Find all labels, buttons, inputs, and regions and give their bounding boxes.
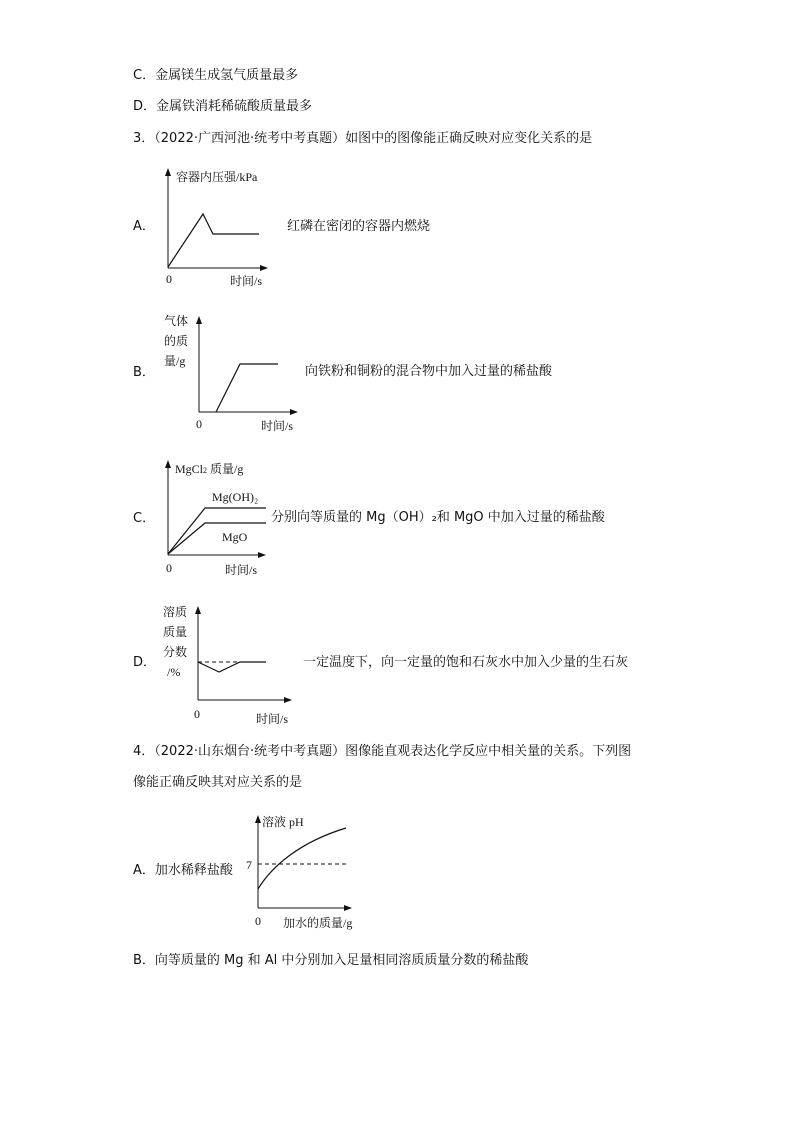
q3-graph-d-ylabel-4: /% (167, 665, 181, 679)
graph-q4a-y-arrow (255, 815, 261, 823)
q3-option-a-letter: A． (133, 219, 155, 234)
q3-graph-c-xlabel: 时间/s (225, 563, 258, 577)
graph-q4a-x-arrow (344, 905, 352, 911)
q4-stem-line-2: 像能正确反映其对应关系的是 (133, 775, 303, 790)
ylabel-main: MgCl (175, 462, 204, 476)
q3-graph-b-ylabel-2: 的质 (164, 334, 189, 348)
q4-option-a-label: A．加水稀释盐酸 (133, 863, 233, 878)
q3-graph-b-xlabel: 时间/s (261, 419, 294, 433)
q3-graph-b-ylabel-3: 量/g (164, 354, 186, 368)
q3-graph-d-xlabel: 时间/s (256, 712, 289, 726)
q3-graph-b-ylabel-1: 气体 (164, 314, 189, 328)
q4-stem-line-1: 4．（2022·山东烟台·统考中考真题）图像能直观表达化学反应中相关量的关系。下列图 (133, 744, 632, 759)
q3-graph-c-origin: 0 (166, 561, 172, 575)
q3-graph-d-ylabel-1: 溶质 (163, 605, 188, 619)
q3-graph-d-ylabel-3: 分数 (163, 645, 188, 659)
q3-option-d-desc: 一定温度下，向一定量的饱和石灰水中加入少量的生石灰 (303, 655, 629, 670)
q3-stem: 3．（2022·广西河池·统考中考真题）如图中的图像能正确反映对应变化关系的是 (133, 131, 593, 146)
q3-option-b-letter: B． (133, 365, 155, 380)
q3-graph-b-origin: 0 (196, 417, 202, 431)
q3-graph-a-xlabel: 时间/s (230, 274, 263, 288)
q2-option-c: C．金属镁生成氢气质量最多 (133, 68, 299, 83)
q4-graph-a-ylabel: 溶液 pH (262, 815, 304, 829)
q3-graph-d-origin: 0 (194, 707, 200, 721)
ylabel-subscript: 2 (203, 466, 208, 475)
graph-q4a-ph-curve (258, 828, 346, 889)
q3-option-c-desc: 分别向等质量的 Mg（OH）₂和 MgO 中加入过量的稀盐酸 (271, 510, 605, 525)
q3-graph-d-ylabel-2: 质量 (163, 625, 188, 639)
q4-graph-a-xlabel: 加水的质量/g (283, 916, 353, 930)
q2-option-d: D．金属铁消耗稀硫酸质量最多 (133, 99, 313, 114)
q3-graph-a-origin: 0 (166, 272, 172, 286)
q3-graph-c-series-mgo: MgO (222, 530, 248, 544)
q3-option-c-letter: C． (133, 511, 156, 526)
q4-graph-a-origin: 0 (255, 914, 261, 928)
q4-option-b: B．向等质量的 Mg 和 Al 中分别加入足量相同溶质质量分数的稀盐酸 (133, 953, 529, 968)
q4-graph-a-tick-7: 7 (246, 858, 252, 872)
q3-option-b-desc: 向铁粉和铜粉的混合物中加入过量的稀盐酸 (305, 364, 553, 379)
q3-option-a-desc: 红磷在密闭的容器内燃烧 (287, 219, 431, 234)
q3-option-d-letter: D． (133, 655, 157, 670)
ylabel-tail: 质量/g (207, 462, 244, 476)
q3-graph-a-ylabel: 容器内压强/kPa (176, 170, 258, 184)
q3-graph-c-series-mgoh2: Mg(OH)₂ (212, 490, 259, 504)
